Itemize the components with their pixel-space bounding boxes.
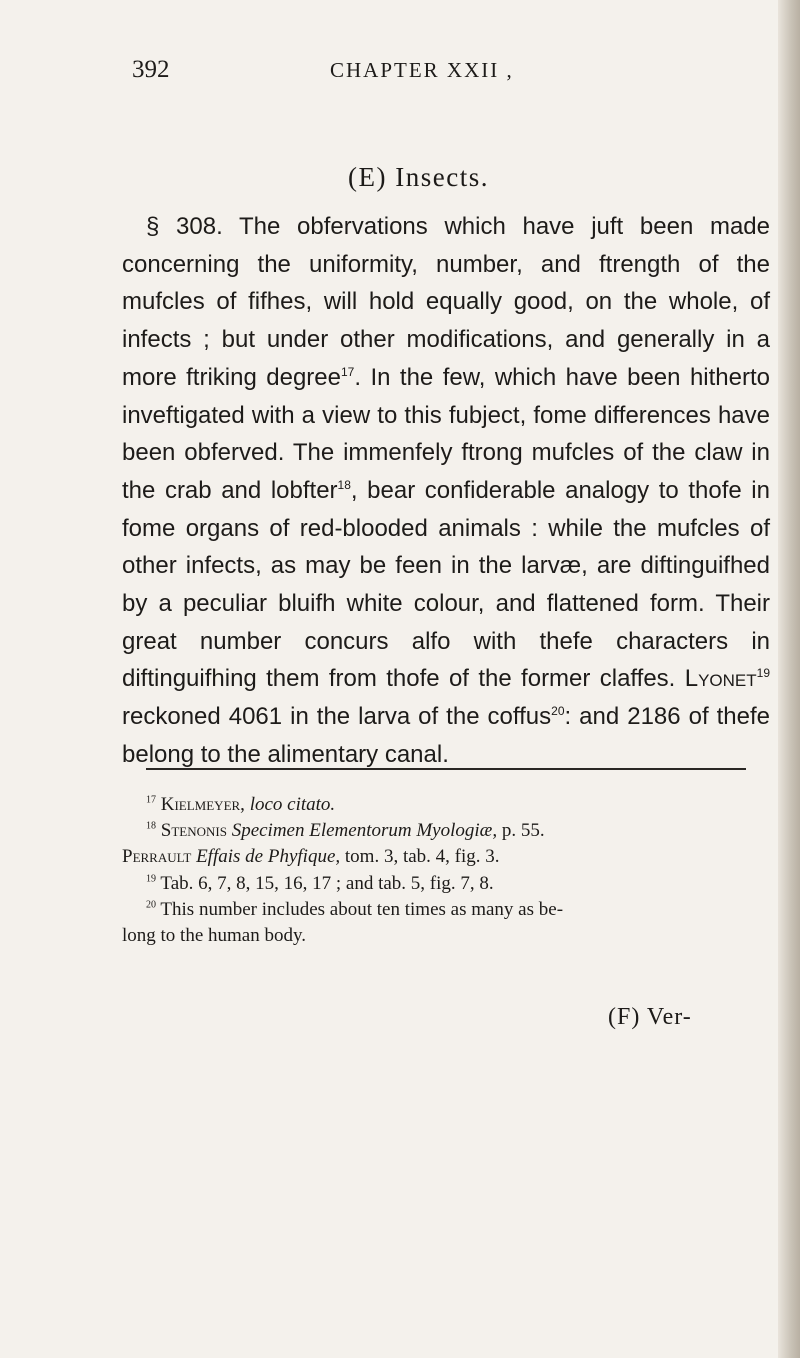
footnote-mark: 20 [146, 899, 156, 911]
footnote-ref-17: 17 [340, 364, 355, 379]
footnote-text: Tab. 6, 7, 8, 15, 16, 17 ; and tab. 5, fig. 7, 8. [160, 872, 494, 894]
footnote-author: Perrault [122, 846, 192, 868]
footnote-mark: 19 [146, 873, 156, 885]
text-run: : and 2186 of thefe belong to the alimentary canal. [122, 703, 771, 768]
footnote-title: Effais de Phyfique, [196, 846, 341, 868]
footnote-18-continued [122, 844, 770, 870]
text-run: The obfervations which have juft been made concerning the uniformity, number, and ftrength of the mufcles of fifhes, will hold equally good, on the whole, of infects ; but under other modifications, and generally in a more ftriking degree [122, 213, 771, 391]
footnote-20 [122, 897, 770, 923]
text-run: , bear confiderable analogy to thofe in fome organs of red-blooded animals : while the mufcles of other infects, as may be feen in the larvæ, are diftinguifhed by a peculiar bluifh white colour, and flattened form. Their great number concurs alfo with thefe characters in diftinguifhing them from thofe of the former claffes. [122, 476, 770, 693]
footnote-title: Specimen Elementorum Myologiæ, [231, 820, 498, 842]
text-run: reckoned 4061 in the larva of the coffus [122, 703, 552, 731]
paragraph-308 [122, 208, 770, 774]
section-mark: § 308. [146, 213, 223, 240]
footnote-ref-20: 20 [551, 704, 565, 719]
footnote-text: p. 55. [497, 820, 545, 842]
footnote-18 [122, 818, 770, 844]
footnote-text: tom. 3, tab. 4, fig. 3. [340, 846, 500, 868]
page-header [132, 56, 692, 96]
footnotes [122, 792, 770, 949]
footnote-ref-18: 18 [337, 477, 351, 492]
footnote-mark: 17 [146, 794, 156, 806]
footnote-text: long to the human body. [122, 925, 306, 947]
catchword: (F) Ver- [608, 1004, 692, 1030]
footnote-text: This number includes about ten times as many as be- [160, 898, 564, 920]
author-lyonet: Lyonet [684, 665, 757, 693]
footnote-divider [146, 768, 746, 770]
footnote-20-continued [122, 923, 770, 949]
page-edge-shadow [778, 0, 800, 1358]
footnote-17 [122, 792, 770, 818]
running-head: CHAPTER XXII , [330, 58, 514, 82]
footnote-ref-19: 19 [756, 666, 770, 681]
footnote-mark: 18 [146, 820, 156, 832]
section-title: (E) Insects. [348, 162, 489, 192]
text-run: . In the few, which have been hitherto inveftigated with a view to this fubject, fome differences have been obferved. The immenfely ftrong mufcles of the claw in the crab and lobfter [122, 363, 770, 504]
footnote-author: Kielmeyer, [160, 794, 245, 815]
main-paragraph [122, 208, 770, 774]
footnote-text: loco citato. [249, 794, 336, 815]
page-number: 392 [132, 56, 170, 83]
footnote-19 [122, 871, 770, 897]
footnote-author: Stenonis [160, 820, 227, 842]
